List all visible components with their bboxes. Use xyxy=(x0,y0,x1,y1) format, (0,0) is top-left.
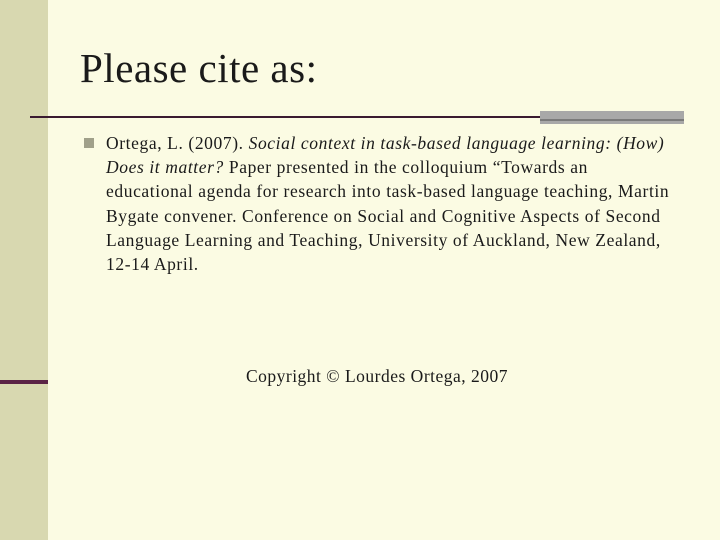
title-divider xyxy=(30,116,540,118)
citation-authors: Ortega, L. (2007). xyxy=(106,133,249,153)
square-bullet-icon xyxy=(84,138,94,148)
slide-title: Please cite as: xyxy=(80,45,318,91)
left-decorative-bar xyxy=(0,0,48,540)
citation-text xyxy=(106,131,678,276)
citation-title: Social context in task-based language learning: (How) Does it matter? xyxy=(106,133,665,178)
title-divider-accent xyxy=(540,111,684,124)
copyright-notice: Copyright © Lourdes Ortega, 2007 xyxy=(245,366,509,386)
citation-bullet xyxy=(84,131,678,276)
citation-details: Paper presented in the colloquium “Towards an educational agenda for research into task-based language teaching, Martin Bygate convener. Conference on Social and Cognitive Aspects of Second Language Learning and Teaching, University of Auckland, New Zealand, 12-14 April. xyxy=(106,157,670,275)
